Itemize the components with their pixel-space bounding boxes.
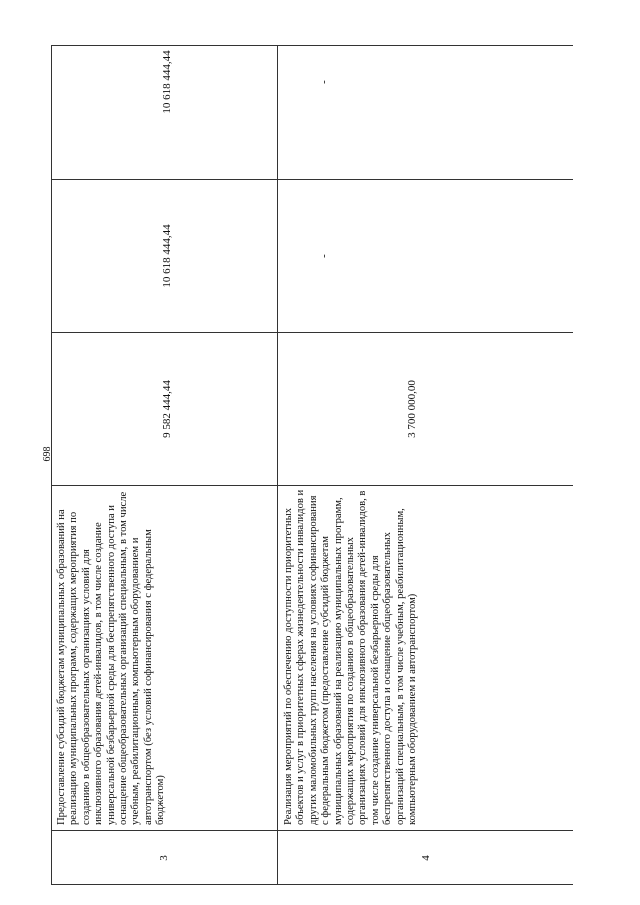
amount-value-3: - [318,80,330,84]
amount-cell-1 [51,332,277,485]
table-row [51,45,278,885]
amount-value-1: 3 700 000,00 [406,380,418,438]
row-description: Реализация мероприятий по обеспечению доступности приоритетных объектов и услуг в приоритетных сферах жизнедеятельности инвалидов и других маломобильных групп населения на условиях софинансирования с федеральным бюджетом (предоставление субсидий бюджетам муниципальных образований на реализацию муниципальных программ, содержащих мероприятия по созданию в общеобразовательных организациях условий для инклюзивного образования детей-инвалидов, в том числе создание универсальной безбарьерной среды для беспрепятственного доступа и оснащение общеобразовательных организаций специальным, в том числе учебным, реабилитационным, компьютерным оборудованием и автотранспортом) [278,485,573,830]
budget-table-content [51,45,573,885]
amount-cell-2 [278,179,573,332]
row-number: 3 [51,830,277,885]
amount-value-1: 9 582 444,44 [161,380,173,438]
budget-table [51,45,573,885]
row-number: 4 [278,830,573,885]
table-row [278,45,573,885]
amount-value-2: - [318,254,330,258]
amount-value-2: 10 618 444,44 [161,224,173,288]
page-number: 698 [41,446,53,462]
amount-cell-1 [278,332,573,485]
amount-cell-3 [51,45,277,179]
amount-value-3: 10 618 444,44 [161,50,173,114]
amount-cell-3 [278,45,573,179]
row-description: Предоставление субсидий бюджетам муниципальных образований на реализацию муниципальных программ, содержащих мероприятия по созданию в общеобразовательных организациях условий для инклюзивного образования детей-инвалидов, в том числе создание универсальной безбарьерной среды для беспрепятственного доступа и оснащение общеобразовательных организаций специальным, в том числе учебным, реабилитационным, компьютерным оборудованием и автотранспортом (без условий софинансирования с федеральным бюджетом) [51,485,277,830]
amount-cell-2 [51,179,277,332]
